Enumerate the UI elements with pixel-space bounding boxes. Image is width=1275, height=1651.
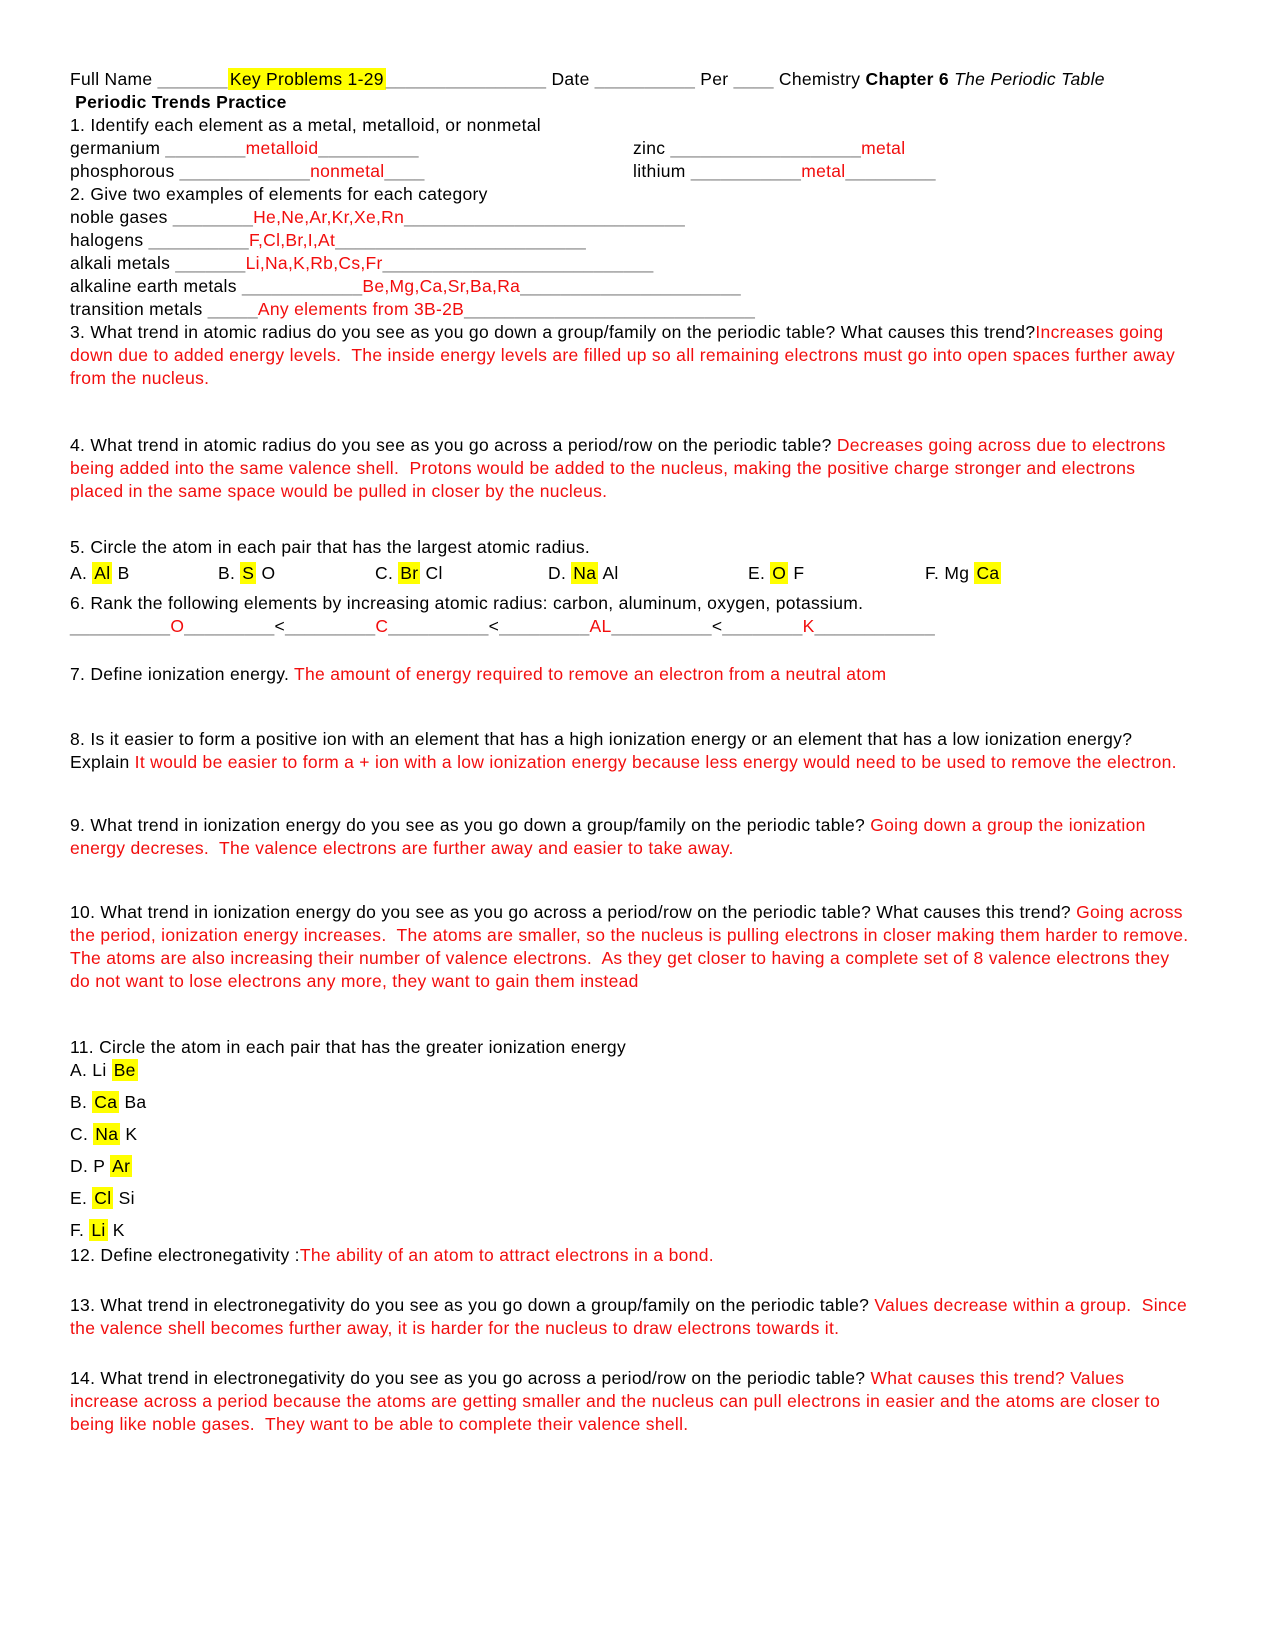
q11-option-d <box>70 1155 1191 1178</box>
highlighted-answer: Key Problems 1-29 <box>229 69 384 89</box>
q5-options-option-2 <box>218 562 375 585</box>
q11-option-a <box>70 1059 1191 1082</box>
text-run: Per <box>695 69 734 89</box>
blank-line-underscores: _________ <box>499 616 590 636</box>
highlighted-answer: Na <box>573 563 597 583</box>
blank-line-underscores: _____ <box>207 299 258 319</box>
text-run: 12. Define electronegativity : <box>70 1245 300 1265</box>
q5-options-option-3 <box>375 562 548 585</box>
answer-text: metalloid <box>245 138 319 158</box>
blank-line-underscores: ______________________ <box>520 276 741 296</box>
blank-line-underscores: _________ <box>184 616 275 636</box>
question-11-heading <box>70 1036 1191 1059</box>
blank-line-underscores: ____________ <box>241 276 363 296</box>
highlighted-answer: Li <box>91 1220 106 1240</box>
text-run: C. <box>375 563 399 583</box>
text-run: C. <box>70 1124 94 1144</box>
question-7 <box>70 663 1191 686</box>
text-run: < <box>711 616 723 636</box>
q2-halogens-line <box>70 229 1191 252</box>
text-run: 10. What trend in ionization energy do you see as you go across a period/row on the periodic table? What causes this trend? <box>70 902 1077 922</box>
question-9 <box>70 814 1191 860</box>
highlighted-answer: Ar <box>112 1156 131 1176</box>
text-run: 8. Is it easier to form a positive ion with an element that has a high ionization energy or an element that has a low ionization energy? Explain <box>70 729 1138 772</box>
question-3 <box>70 321 1191 390</box>
q1-row-phosphorous-lithium-right <box>633 160 1191 183</box>
blank-line-underscores: _______ <box>157 69 228 89</box>
blank-line-underscores: ___________________ <box>670 138 862 158</box>
blank-line-underscores: _________ <box>285 616 376 636</box>
question-1-heading <box>70 114 1191 137</box>
blank-line-underscores: _________ <box>845 161 936 181</box>
text-run: lithium <box>633 161 691 181</box>
blank-line-underscores: ________ <box>722 616 803 636</box>
answer-text: Values decrease within a group. Since the valence shell becomes further away, it is harder for the nucleus to draw electrons towards it. <box>70 1295 1193 1338</box>
q1-row-germanium-zinc <box>70 137 1191 160</box>
text-run: < <box>274 616 286 636</box>
answer-text: AL <box>589 616 612 636</box>
answer-text: metal <box>861 138 906 158</box>
question-5-heading <box>70 536 1191 559</box>
answer-text: O <box>170 616 185 636</box>
highlighted-answer: Al <box>94 563 111 583</box>
text-run: D. P <box>70 1156 111 1176</box>
blank-line-underscores: __________ <box>318 138 419 158</box>
answer-text: nonmetal <box>310 161 385 181</box>
answer-text: C <box>375 616 389 636</box>
blank-line-underscores: ________ <box>165 138 246 158</box>
answer-text: Going down a group the ionization energy decreses. The valence electrons are further away and easier to take away. <box>70 815 1151 858</box>
q11-option-c <box>70 1123 1191 1146</box>
blank-line-underscores: ___________ <box>690 161 802 181</box>
text-run: O <box>256 563 276 583</box>
text-run: halogens <box>70 230 149 250</box>
blank-line-underscores: _____________ <box>179 161 311 181</box>
text-run: Cl <box>420 563 443 583</box>
question-8 <box>70 728 1191 774</box>
worksheet-title <box>70 91 1191 114</box>
q1-row-phosphorous-lithium <box>70 160 1191 183</box>
text-run: Al <box>598 563 619 583</box>
text-run: transition metals <box>70 299 208 319</box>
answer-text: F,Cl,Br,I,At <box>248 230 336 250</box>
question-13 <box>70 1294 1191 1340</box>
q5-options-option-6 <box>925 562 1191 585</box>
highlighted-answer: Na <box>95 1124 119 1144</box>
blank-line-underscores: ____________________________ <box>404 207 686 227</box>
text-run: A. <box>70 563 93 583</box>
answer-text: K <box>802 616 815 636</box>
question-10 <box>70 901 1199 993</box>
text-run: 6. Rank the following elements by increasing atomic radius: carbon, aluminum, oxygen, potassium. <box>70 593 864 613</box>
q1-row-germanium-zinc-right <box>633 137 1191 160</box>
text-run: 2. Give two examples of elements for each category <box>70 184 488 204</box>
q1-row-phosphorous-lithium-left <box>70 160 633 183</box>
blank-line-underscores: ____ <box>384 161 425 181</box>
q5-options-option-4 <box>548 562 748 585</box>
blank-line-underscores: _______ <box>175 253 246 273</box>
text-run: B. <box>218 563 241 583</box>
text-run: 4. What trend in atomic radius do you see as you go across a period/row on the periodic table? <box>70 435 837 455</box>
highlighted-answer: Cl <box>94 1188 112 1208</box>
blank-line-underscores: ___________________________ <box>382 253 654 273</box>
text-run: Date <box>546 69 595 89</box>
highlighted-answer: O <box>772 563 787 583</box>
text-run: 5. Circle the atom in each pair that has the largest atomic radius. <box>70 537 591 557</box>
answer-text: The ability of an atom to attract electrons in a bond. <box>299 1245 714 1265</box>
text-run: 1. Identify each element as a metal, metalloid, or nonmetal <box>70 115 541 135</box>
blank-line-underscores: __________ <box>611 616 712 636</box>
text-run: F. Mg <box>925 563 975 583</box>
q11-option-e <box>70 1187 1191 1210</box>
text-run: Ba <box>119 1092 147 1112</box>
q6-answer-line <box>70 615 1191 638</box>
answer-text: Going across the period, ionization energy increases. The atoms are smaller, so the nucleus is pulling electrons in closer making them harder to remove. The atoms are also increasing their number of valence electrons. As they get closer to having a complete set of 8 valence electrons they do not want to lose electrons any more, they want to gain them instead <box>70 902 1199 991</box>
text-run: phosphorous <box>70 161 180 181</box>
question-4 <box>70 434 1191 503</box>
q2-noble-gases-line <box>70 206 1191 229</box>
answer-text: It would be easier to form a + ion with a low ionization energy because less energy would need to be used to remove the electron. <box>134 752 1177 772</box>
question-12 <box>70 1244 1191 1267</box>
text-run: Full Name <box>70 69 158 89</box>
text-run: Chemistry <box>773 69 866 89</box>
q5-options-option-1 <box>70 562 218 585</box>
blank-line-underscores: ________________ <box>385 69 547 89</box>
text-run: F <box>788 563 805 583</box>
q11-option-b <box>70 1091 1191 1114</box>
text-run: alkaline earth metals <box>70 276 242 296</box>
text-run: K <box>120 1124 138 1144</box>
italic-text: The Periodic Table <box>954 69 1105 89</box>
blank-line-underscores: __________ <box>148 230 249 250</box>
blank-line-underscores: _________________________ <box>335 230 587 250</box>
text-run: E. <box>70 1188 93 1208</box>
text-run: A. Li <box>70 1060 112 1080</box>
question-14 <box>70 1367 1191 1436</box>
text-run: germanium <box>70 138 166 158</box>
blank-line-underscores: ____ <box>733 69 774 89</box>
text-run: alkali metals <box>70 253 176 273</box>
answer-text: Be,Mg,Ca,Sr,Ba,Ra <box>362 276 521 296</box>
answer-text: Li,Na,K,Rb,Cs,Fr <box>245 253 383 273</box>
q11-option-f <box>70 1219 1191 1242</box>
text-run: B <box>112 563 130 583</box>
text-run: K <box>107 1220 125 1240</box>
highlighted-answer: S <box>242 563 255 583</box>
answer-text: The amount of energy required to remove an electron from a neutral atom <box>294 664 887 684</box>
q5-options-option-5 <box>748 562 925 585</box>
text-run: D. <box>548 563 572 583</box>
highlighted-answer: Br <box>400 563 419 583</box>
q2-alkaline-earth-metals-line <box>70 275 1191 298</box>
q5-options <box>70 562 1191 585</box>
question-6-heading <box>70 592 1191 615</box>
answer-text: Decreases going across due to electrons being added into the same valence shell. Protons would be added to the nucleus, making the positive charge stronger and electrons placed in the same space would be pulled in closer by the nucleus. <box>70 435 1171 501</box>
text-run: Si <box>113 1188 135 1208</box>
text-run: F. <box>70 1220 90 1240</box>
highlighted-answer: Ca <box>976 563 1000 583</box>
q2-alkali-metals-line <box>70 252 1191 275</box>
question-2-heading <box>70 183 1191 206</box>
text-run: 11. Circle the atom in each pair that has the greater ionization energy <box>70 1037 627 1057</box>
q1-row-germanium-zinc-left <box>70 137 633 160</box>
text-run: 3. What trend in atomic radius do you see as you go down a group/family on the periodic table? What causes this trend? <box>70 322 1036 342</box>
highlighted-answer: Be <box>113 1060 136 1080</box>
answer-text: He,Ne,Ar,Kr,Xe,Rn <box>253 207 405 227</box>
blank-line-underscores: ________ <box>172 207 254 227</box>
text-run: 9. What trend in ionization energy do you see as you go down a group/family on the periodic table? <box>70 815 871 835</box>
blank-line-underscores: __________ <box>594 69 696 89</box>
text-run: 7. Define ionization energy. <box>70 664 295 684</box>
answer-text: metal <box>801 161 846 181</box>
blank-line-underscores: _____________________________ <box>464 299 756 319</box>
text-run: B. <box>70 1092 93 1112</box>
header-line <box>70 68 1191 91</box>
q2-transition-metals-line <box>70 298 1191 321</box>
blank-line-underscores: __________ <box>388 616 489 636</box>
answer-text: Any elements from 3B-2B <box>257 299 465 319</box>
blank-line-underscores: ____________ <box>814 616 936 636</box>
highlighted-answer: Ca <box>94 1092 118 1112</box>
answer-text: Increases going down due to added energy levels. The inside energy levels are filled up so all remaining electrons must go into open spaces further away from the nucleus. <box>70 322 1181 388</box>
text-run: 13. What trend in electronegativity do you see as you go down a group/family on the periodic table? <box>70 1295 875 1315</box>
answer-text: What causes this trend? Values increase across a period because the atoms are getting smaller and the nucleus can pull electrons in easier and the atoms are closer to being like noble gases. They want to be able to complete their valence shell. <box>70 1368 1166 1434</box>
bold-text: Periodic Trends Practice <box>70 92 287 112</box>
text-run: < <box>488 616 500 636</box>
text-run: zinc <box>633 138 671 158</box>
blank-line-underscores: __________ <box>70 616 171 636</box>
text-run: E. <box>748 563 771 583</box>
text-run: noble gases <box>70 207 173 227</box>
bold-text: Chapter 6 <box>865 69 949 89</box>
text-run: 14. What trend in electronegativity do you see as you go across a period/row on the periodic table? <box>70 1368 871 1388</box>
